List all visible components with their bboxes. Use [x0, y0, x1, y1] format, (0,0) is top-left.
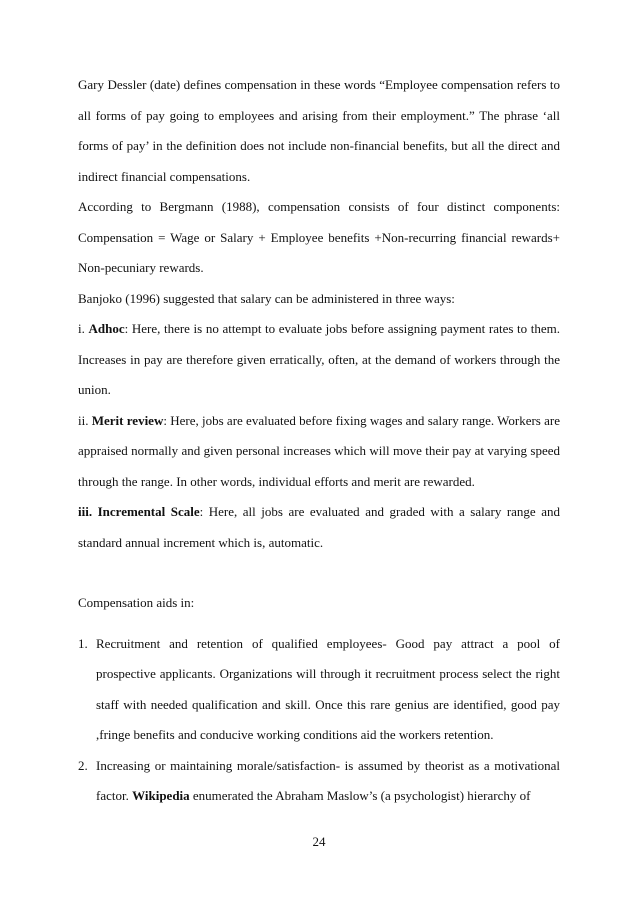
- way-prefix: i.: [78, 321, 89, 336]
- way-text: : Here, there is no attempt to evaluate jobs before assigning payment rates to them. Increases in pay are therefore given erratically, often, at the demand of workers through the union.: [78, 321, 560, 397]
- way-term: Merit review: [91, 412, 164, 428]
- paragraph-gap: [78, 619, 560, 629]
- way-incremental-scale: [78, 497, 560, 558]
- paragraph-gap: [78, 558, 560, 588]
- document-body: [78, 70, 560, 812]
- way-prefix: ii.: [78, 412, 92, 428]
- way-adhoc: [78, 314, 560, 406]
- way-text: : Here, jobs are evaluated before fixing wages and salary range. Workers are appraised normally and given personal increases which will move their pay at varying speed through the range. In other words, individual efforts and merit are rewarded.: [78, 412, 560, 489]
- aids-list: [78, 629, 560, 812]
- list-item-text: enumerated the Abraham Maslow’s (a psychologist) hierarchy of: [189, 788, 531, 803]
- list-item-number: 1.: [78, 635, 88, 651]
- list-item-lead: Increasing or maintaining morale/satisfaction- is assumed by theorist as a motivational factor.: [96, 757, 560, 803]
- way-text: : Here, all jobs are evaluated and graded with a salary range and standard annual increment which is, automatic.: [78, 504, 560, 550]
- list-item-number: 2.: [78, 757, 88, 773]
- paragraph-bergmann: According to Bergmann (1988), compensation consists of four distinct components: Compensation = Wage or Salary + Employee benefits +Non-recurring financial rewards+ Non-pecuniary rewards.: [78, 199, 560, 275]
- way-term: iii. Incremental Scale: [78, 504, 200, 519]
- page-number: 24: [312, 834, 326, 849]
- list-item: [78, 751, 560, 812]
- list-item-text: Recruitment and retention of qualified employees- Good pay attract a pool of prospective applicants. Organizations will through it recruitment process select the right staff with needed qualification and skill. Once this rare genius are identified, good pay ,fringe benefits and conducive working conditions aid the workers retention.: [96, 635, 560, 742]
- list-item: [78, 629, 560, 751]
- aids-heading: Compensation aids in:: [78, 595, 195, 610]
- paragraph-banjoko: Banjoko (1996) suggested that salary can be administered in three ways:: [78, 290, 455, 306]
- way-term: Adhoc: [88, 321, 125, 336]
- paragraph-dessler: Gary Dessler (date) defines compensation in these words “Employee compensation refers to all forms of pay going to employees and arising from their employment.” The phrase ‘all forms of pay’ in the definition does not include non-financial benefits, but all the direct and indirect financial compensations.: [78, 77, 560, 184]
- way-merit-review: [78, 406, 560, 498]
- list-item-term: Wikipedia: [132, 788, 190, 803]
